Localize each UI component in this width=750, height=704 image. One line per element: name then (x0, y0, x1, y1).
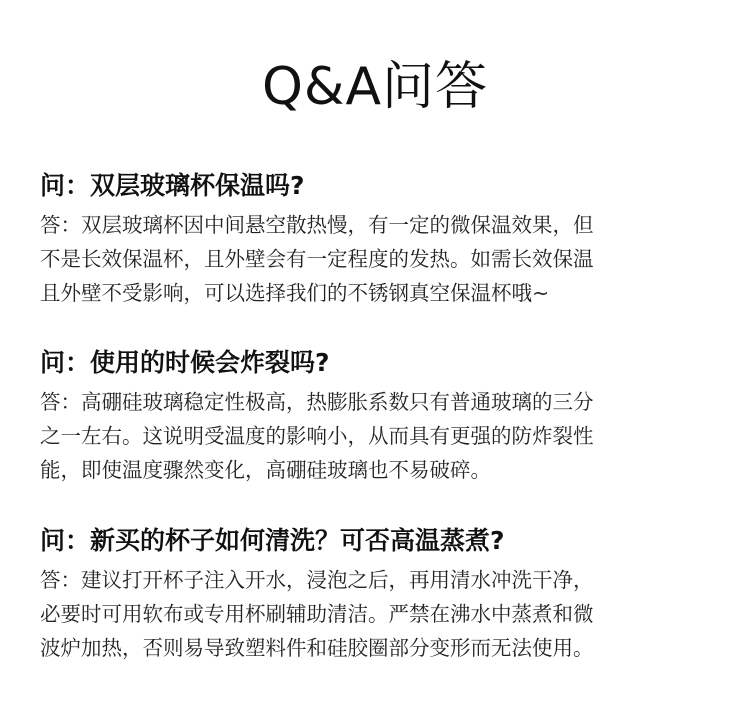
answer-line: 答：高硼硅玻璃稳定性极高，热膨胀系数只有普通玻璃的三分 (40, 390, 594, 414)
answer (40, 208, 730, 310)
page-title: Q&A问答 (261, 57, 489, 117)
qa-item (40, 345, 730, 487)
answer-line: 且外壁不受影响，可以选择我们的不锈钢真空保温杯哦~ (40, 281, 550, 305)
answer-line: 不是长效保温杯，且外壁会有一定程度的发热。如需长效保温 (40, 247, 594, 271)
qa-item (40, 523, 730, 665)
answer-line: 能，即使温度骤然变化，高硼硅玻璃也不易破碎。 (40, 458, 491, 482)
qa-item (40, 168, 730, 310)
answer-line: 波炉加热，否则易导致塑料件和硅胶圈部分变形而无法使用。 (40, 636, 594, 660)
question: 问：新买的杯子如何清洗？可否高温蒸煮? (40, 526, 505, 555)
answer (40, 385, 730, 487)
answer-line: 答：双层玻璃杯因中间悬空散热慢，有一定的微保温效果，但 (40, 213, 594, 237)
answer-line: 之一左右。这说明受温度的影响小，从而具有更强的防炸裂性 (40, 424, 594, 448)
answer (40, 563, 730, 665)
answer-line: 必要时可用软布或专用杯刷辅助清洁。严禁在沸水中蒸煮和微 (40, 602, 594, 626)
question: 问：双层玻璃杯保温吗? (40, 171, 305, 200)
question: 问：使用的时候会炸裂吗? (40, 348, 330, 377)
answer-line: 答：建议打开杯子注入开水，浸泡之后，再用清水冲洗干净， (40, 568, 594, 592)
